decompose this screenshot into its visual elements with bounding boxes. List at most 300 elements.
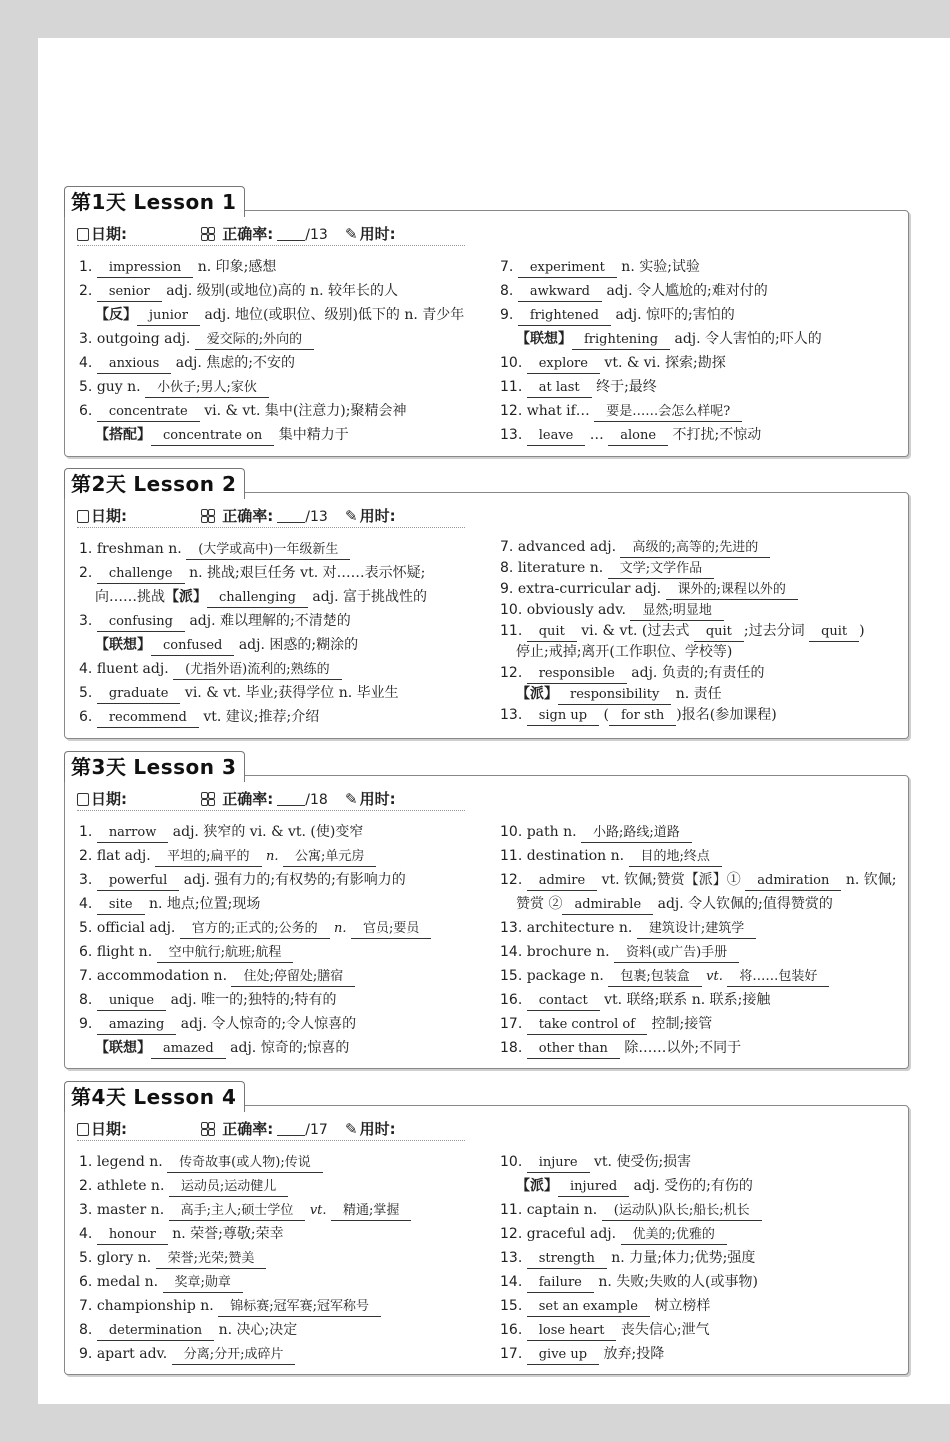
text-segment: extra-curricular adj.	[517, 581, 662, 597]
text-segment: adj. 强有力的;有权势的;有影响力的	[183, 872, 406, 888]
grid-icon	[201, 227, 215, 241]
answer-blank[interactable]: (大学或高中)一年级新生	[186, 541, 350, 560]
text-segment: guy n.	[96, 379, 141, 395]
answer-blank[interactable]: 包裹;包装盒	[608, 968, 701, 987]
answer-blank[interactable]: 将……包装好	[727, 968, 829, 987]
score-blank[interactable]	[277, 1121, 305, 1136]
vocab-item	[79, 916, 431, 940]
item-number: 11.	[500, 848, 523, 864]
answer-blank[interactable]: honour	[97, 1226, 168, 1245]
item-number: 2.	[79, 565, 93, 581]
item-number: 9.	[79, 1346, 93, 1362]
answer-blank[interactable]: 高手;主人;硕士学位	[169, 1202, 306, 1221]
answer-blank[interactable]: frightening	[572, 331, 670, 350]
answer-blank[interactable]: experiment	[518, 259, 617, 278]
text-segment: 丧失信心;泄气	[620, 1322, 710, 1338]
item-number: 10.	[500, 824, 523, 840]
item-number: 8.	[79, 992, 93, 1008]
item-number: 14.	[500, 1274, 523, 1290]
answer-blank[interactable]: concentrate on	[151, 427, 274, 446]
vocab-item	[79, 327, 464, 351]
item-number: 5.	[79, 379, 93, 395]
item-number: 2.	[79, 848, 93, 864]
vocab-item	[500, 844, 896, 868]
text-segment: adj. 惊奇的;惊喜的	[230, 1040, 350, 1056]
item-number: 2.	[79, 1178, 93, 1194]
vocab-item	[500, 375, 822, 399]
vocab-item	[500, 351, 822, 375]
pencil-icon: ✎	[345, 790, 358, 808]
answer-blank[interactable]: quit	[809, 623, 859, 642]
text-segment: architecture n.	[526, 920, 633, 936]
item-number: 6.	[79, 403, 93, 419]
answer-blank[interactable]: 分离;分开;成碎片	[172, 1346, 296, 1365]
vocab-item	[79, 423, 464, 447]
text-segment: championship n.	[96, 1298, 214, 1314]
vocab-item	[79, 705, 427, 729]
text-segment: freshman n.	[96, 541, 182, 557]
answer-blank[interactable]: (运动队)队长;船长;机长	[602, 1202, 762, 1221]
item-number: 4.	[79, 896, 93, 912]
vocab-item	[79, 255, 464, 279]
answer-blank[interactable]: quit	[527, 623, 577, 642]
left-column	[79, 1150, 411, 1366]
vocab-item	[500, 1198, 762, 1222]
vocab-item	[79, 303, 464, 327]
vocab-item	[500, 684, 865, 705]
vocab-item	[500, 399, 822, 423]
text-segment: 向……挑战	[95, 589, 165, 605]
vocab-item	[500, 1342, 762, 1366]
text-segment: graceful adj.	[526, 1226, 617, 1242]
vocab-item	[79, 1174, 411, 1198]
vocab-item	[500, 1012, 896, 1036]
text-segment: adj. 唯一的;独特的;特有的	[170, 992, 337, 1008]
item-number: 11.	[500, 1202, 523, 1218]
vocab-item	[79, 681, 427, 705]
lesson-box	[64, 1105, 909, 1375]
answer-blank[interactable]: explore	[527, 355, 600, 374]
text-segment: glory n.	[96, 1250, 152, 1266]
right-column	[500, 820, 896, 1060]
text-segment: 日期:	[91, 790, 127, 808]
answer-blank[interactable]: challenging	[207, 589, 308, 608]
text-segment: vt. 使受伤;损害	[594, 1154, 692, 1170]
vocab-item	[79, 1270, 411, 1294]
answer-blank[interactable]: injure	[527, 1154, 590, 1173]
pencil-icon: ✎	[345, 1120, 358, 1138]
text-segment: vt. 钦佩;赞赏【派】①	[601, 872, 741, 888]
vocab-item	[500, 558, 865, 579]
answer-blank[interactable]: 文学;文学作品	[608, 560, 714, 579]
grid-icon	[201, 792, 215, 806]
text-segment: adj. 难以理解的;不清楚的	[189, 613, 351, 629]
vocab-item	[79, 868, 431, 892]
text-segment: 用时:	[359, 225, 396, 243]
answer-blank[interactable]: 小伙子;男人;家伙	[145, 379, 269, 398]
bracket-label: 【联想】	[516, 331, 572, 347]
text-segment: 报名(参加课程)	[681, 707, 777, 723]
answer-blank[interactable]: 空中航行;航班;航程	[157, 944, 294, 963]
vocab-item	[79, 585, 427, 609]
vocab-item	[79, 1198, 411, 1222]
answer-blank[interactable]: 目的地;终点	[629, 848, 722, 867]
vocab-item	[79, 1318, 411, 1342]
vocab-item	[79, 988, 431, 1012]
bracket-label: 【派】	[516, 1178, 558, 1194]
item-number: 13.	[500, 920, 523, 936]
item-number: 12.	[500, 403, 523, 419]
answer-blank[interactable]: junior	[137, 307, 200, 326]
text-segment: destination n.	[526, 848, 625, 864]
vocab-item	[79, 1036, 431, 1060]
answer-blank[interactable]: 公寓;单元房	[283, 848, 376, 867]
answer-blank[interactable]: admire	[527, 872, 597, 891]
right-column	[500, 255, 822, 447]
vocab-item	[500, 255, 822, 279]
answer-blank[interactable]: graduate	[97, 685, 181, 704]
answer-blank[interactable]: admirable	[562, 896, 653, 915]
answer-blank[interactable]: 官方的;正式的;公务的	[180, 920, 330, 939]
answer-blank[interactable]: injured	[558, 1178, 629, 1197]
answer-blank[interactable]: awkward	[518, 283, 602, 302]
text-segment: fluent adj.	[96, 661, 169, 677]
answer-blank[interactable]: amazed	[151, 1040, 226, 1059]
answer-blank[interactable]: frightened	[518, 307, 611, 326]
bracket-label: 【派】	[165, 589, 207, 605]
vocab-item	[500, 1036, 896, 1060]
item-number: 6.	[79, 709, 93, 725]
right-column	[500, 537, 865, 726]
answer-blank[interactable]: take control of	[527, 1016, 647, 1035]
answer-blank[interactable]: 运动员;运动健儿	[169, 1178, 288, 1197]
text-segment: adj. 令人钦佩的;值得赞赏的	[657, 896, 833, 912]
text-segment: official adj.	[96, 920, 176, 936]
answer-blank[interactable]: 荣誉;光荣;赞美	[156, 1250, 267, 1269]
item-number: 3.	[79, 1202, 93, 1218]
text-segment: n. 责任	[675, 686, 722, 702]
answer-blank[interactable]: 官员;要员	[351, 920, 431, 939]
item-number: 10.	[500, 1154, 523, 1170]
text-segment: captain n.	[526, 1202, 598, 1218]
lesson-label: Lesson 1	[133, 190, 237, 214]
text-segment: n. 地点;位置;现场	[149, 896, 261, 912]
item-number: 17.	[500, 1016, 523, 1032]
meta-row	[77, 1116, 465, 1141]
vocab-item	[79, 537, 427, 561]
text-segment: master n.	[96, 1202, 165, 1218]
answer-blank[interactable]: 精通;掌握	[331, 1202, 411, 1221]
answer-blank[interactable]: challenge	[97, 565, 185, 584]
text-segment: n. 印象;感想	[197, 259, 277, 275]
text-segment: adj. 令人尴尬的;难对付的	[606, 283, 768, 299]
item-number: 11.	[500, 623, 523, 639]
item-number: 15.	[500, 968, 523, 984]
vocab-item	[79, 1012, 431, 1036]
text-segment: what if…	[526, 403, 590, 419]
text-segment: adj. 狭窄的 vi. & vt. (使)变窄	[172, 824, 364, 840]
vocab-item	[500, 327, 822, 351]
answer-blank[interactable]: admiration	[745, 872, 841, 891]
text-segment: 放弃;投降	[603, 1346, 665, 1362]
pos-label: n.	[265, 849, 279, 864]
answer-blank[interactable]: responsible	[527, 665, 627, 684]
answer-blank[interactable]: site	[97, 896, 145, 915]
vocab-item	[79, 892, 431, 916]
text-segment: vi. & vt. 毕业;获得学位 n. 毕业生	[184, 685, 399, 701]
day-label: 第4天	[71, 1085, 127, 1109]
answer-blank[interactable]: set an example	[527, 1298, 650, 1317]
item-number: 3.	[79, 872, 93, 888]
answer-blank[interactable]: other than	[527, 1040, 620, 1059]
item-number: 8.	[500, 283, 514, 299]
item-number: 12.	[500, 665, 523, 681]
text-segment: flat adj.	[96, 848, 151, 864]
answer-blank[interactable]: 锦标赛;冠军赛;冠军称号	[218, 1298, 381, 1317]
item-number: 17.	[500, 1346, 523, 1362]
vocab-item	[79, 964, 431, 988]
vocab-item	[500, 1246, 762, 1270]
text-segment: n. 失败;失败的人(或事物)	[598, 1274, 758, 1290]
text-segment: vt. 联络;联系 n. 联系;接触	[604, 992, 771, 1008]
text-segment: 树立榜样	[654, 1298, 711, 1314]
vocab-item	[500, 1222, 762, 1246]
text-segment: 终于;最终	[596, 379, 657, 395]
left-column	[79, 820, 431, 1060]
text-segment: adj. 富于挑战性的	[312, 589, 427, 605]
text-segment: 日期:	[91, 1120, 127, 1138]
text-segment: adj. 焦虑的;不安的	[175, 355, 296, 371]
vocab-item	[500, 303, 822, 327]
vocab-item	[500, 940, 896, 964]
answer-blank[interactable]: narrow	[97, 824, 169, 843]
text-segment: vi. & vt. (过去式	[581, 623, 690, 639]
vocab-item	[500, 916, 896, 940]
text-segment: adj. 级别(或地位)高的 n. 较年长的人	[166, 283, 399, 299]
vocab-item	[79, 657, 427, 681]
answer-blank[interactable]: contact	[527, 992, 600, 1011]
text-segment: 用时:	[359, 507, 396, 525]
text-segment: n. 力量;体力;优势;强度	[611, 1250, 756, 1266]
vocab-item	[79, 1294, 411, 1318]
vocab-item	[79, 375, 464, 399]
vocab-item	[500, 820, 896, 844]
vocab-item	[79, 1222, 411, 1246]
answer-blank[interactable]: 课外的;课程以外的	[666, 581, 798, 600]
item-number: 13.	[500, 1250, 523, 1266]
answer-blank[interactable]: at last	[527, 379, 592, 398]
answer-blank[interactable]: 传奇故事(或人物);传说	[167, 1154, 323, 1173]
answer-blank[interactable]: impression	[97, 259, 193, 278]
grid-icon	[201, 1122, 215, 1136]
vocab-item	[500, 621, 865, 642]
text-segment: 除……以外;不同于	[624, 1040, 742, 1056]
meta-row	[77, 503, 465, 528]
answer-blank[interactable]: confused	[151, 637, 234, 656]
item-number: 7.	[79, 968, 93, 984]
answer-blank[interactable]: quit	[694, 623, 744, 642]
text-segment: apart adv.	[96, 1346, 168, 1362]
answer-blank[interactable]: 建筑设计;建筑学	[637, 920, 756, 939]
text-segment: path n.	[526, 824, 577, 840]
text-segment: flight n.	[96, 944, 153, 960]
vocab-item	[500, 892, 896, 916]
item-number: 6.	[79, 1274, 93, 1290]
item-number: 16.	[500, 992, 523, 1008]
answer-blank[interactable]: lose heart	[527, 1322, 617, 1341]
calendar-icon	[77, 510, 89, 523]
vocab-item	[79, 1150, 411, 1174]
item-number: 7.	[500, 539, 514, 555]
vocab-item	[500, 868, 896, 892]
calendar-icon	[77, 1123, 89, 1136]
answer-blank[interactable]: 奖章;勋章	[163, 1274, 243, 1293]
vocab-item	[500, 1270, 762, 1294]
answer-blank[interactable]: 小路;路线;道路	[581, 824, 692, 843]
answer-blank[interactable]: 平坦的;扁平的	[155, 848, 261, 867]
right-column	[500, 1150, 762, 1366]
item-number: 5.	[79, 1250, 93, 1266]
answer-blank[interactable]: 要是……会怎么样呢?	[594, 403, 742, 422]
day-label: 第2天	[71, 472, 127, 496]
text-segment: /13	[305, 509, 328, 525]
text-segment: adj. 负责的;有责任的	[631, 665, 765, 681]
item-number: 4.	[79, 661, 93, 677]
score-blank[interactable]	[277, 791, 305, 806]
item-number: 18.	[500, 1040, 523, 1056]
answer-blank[interactable]: (尤指外语)流利的;熟练的	[173, 661, 342, 680]
item-number: 12.	[500, 1226, 523, 1242]
text-segment: brochure n.	[526, 944, 610, 960]
item-number: 6.	[79, 944, 93, 960]
answer-blank[interactable]: anxious	[97, 355, 171, 374]
lesson-label: Lesson 2	[133, 472, 237, 496]
text-segment: /17	[305, 1122, 328, 1138]
answer-blank[interactable]: amazing	[97, 1016, 177, 1035]
item-number: 11.	[500, 379, 523, 395]
lesson-tab	[64, 468, 245, 499]
item-number: 2.	[79, 283, 93, 299]
item-number: 5.	[79, 685, 93, 701]
text-segment: 控制;接管	[651, 1016, 713, 1032]
answer-blank[interactable]: 优美的;优雅的	[621, 1226, 727, 1245]
item-number: 7.	[79, 1298, 93, 1314]
text-segment: 正确率:	[222, 1120, 274, 1138]
text-segment: n. 荣誉;尊敬;荣幸	[172, 1226, 284, 1242]
lesson-tab	[64, 186, 245, 217]
item-number: 14.	[500, 944, 523, 960]
lesson-box	[64, 210, 909, 457]
item-number: 8.	[79, 1322, 93, 1338]
text-segment: )	[859, 623, 865, 639]
text-segment: legend n.	[96, 1154, 163, 1170]
answer-blank[interactable]: confusing	[97, 613, 185, 632]
answer-blank[interactable]: 爱交际的;外向的	[195, 331, 314, 350]
left-column	[79, 255, 464, 447]
answer-blank[interactable]: recommend	[97, 709, 199, 728]
text-segment: adj. 受伤的;有伤的	[633, 1178, 753, 1194]
answer-blank[interactable]: alone	[608, 427, 668, 446]
item-number: 10.	[500, 602, 523, 618]
answer-blank[interactable]: for sth	[609, 707, 676, 726]
item-number: 13.	[500, 427, 523, 443]
answer-blank[interactable]: responsibility	[558, 686, 671, 705]
answer-blank[interactable]: determination	[97, 1322, 214, 1341]
item-number: 1.	[79, 824, 93, 840]
text-segment: vi. & vt. 集中(注意力);聚精会神	[204, 403, 407, 419]
answer-blank[interactable]: give up	[527, 1346, 599, 1365]
item-number: 9.	[500, 581, 514, 597]
answer-blank[interactable]: 显然;明显地	[630, 602, 723, 621]
text-segment: outgoing adj.	[96, 331, 191, 347]
text-segment: n. 实验;试验	[621, 259, 700, 275]
item-number: 1.	[79, 1154, 93, 1170]
pencil-icon: ✎	[345, 225, 358, 243]
answer-blank[interactable]: senior	[97, 283, 162, 302]
day-label: 第1天	[71, 190, 127, 214]
day-label: 第3天	[71, 755, 127, 779]
text-segment: adj. 惊吓的;害怕的	[615, 307, 735, 323]
answer-blank[interactable]: failure	[527, 1274, 594, 1293]
answer-blank[interactable]: leave	[527, 427, 586, 446]
lesson-box	[64, 775, 909, 1069]
answer-blank[interactable]: sign up	[527, 707, 599, 726]
text-segment: adj. 地位(或职位、级别)低下的 n. 青少年	[204, 307, 465, 323]
text-segment: athlete n.	[96, 1178, 165, 1194]
answer-blank[interactable]: concentrate	[97, 403, 200, 422]
pos-label: vt.	[309, 1203, 327, 1218]
text-segment: adj. 令人惊奇的;令人惊喜的	[180, 1016, 357, 1032]
vocab-item	[79, 609, 427, 633]
text-segment: 停止;戒掉;离开(工作职位、学校等)	[516, 644, 733, 660]
item-number: 1.	[79, 541, 93, 557]
vocab-item: 13. leave … alone 不打扰;不惊动	[500, 423, 822, 447]
answer-blank[interactable]: 高级的;高等的;先进的	[620, 539, 770, 558]
lesson-box	[64, 492, 909, 739]
text-segment: medal n.	[96, 1274, 159, 1290]
vocab-item	[500, 1174, 762, 1198]
lesson-label: Lesson 3	[133, 755, 237, 779]
answer-blank[interactable]: unique	[97, 992, 166, 1011]
answer-blank[interactable]: strength	[527, 1250, 607, 1269]
text-segment: package n.	[526, 968, 604, 984]
meta-row	[77, 221, 465, 246]
vocab-item	[500, 964, 896, 988]
vocab-item	[500, 579, 865, 600]
item-number: 15.	[500, 1298, 523, 1314]
text-segment: 正确率:	[222, 225, 274, 243]
text-segment: 赞赏 ②	[516, 896, 563, 912]
bracket-label: 【联想】	[95, 1040, 151, 1056]
vocab-item: 13. sign up ( for sth )报名(参加课程)	[500, 705, 865, 726]
answer-blank[interactable]: powerful	[97, 872, 180, 891]
text-segment: 日期:	[91, 507, 127, 525]
text-segment: adj. 困惑的;糊涂的	[238, 637, 359, 653]
item-number: 4.	[79, 1226, 93, 1242]
answer-blank[interactable]: 住处;停留处;膳宿	[231, 968, 355, 987]
bracket-label: 【联想】	[95, 637, 151, 653]
text-segment: obviously adv.	[526, 602, 626, 618]
pos-label: n.	[334, 921, 347, 936]
text-segment: n. 决心;决定	[218, 1322, 298, 1338]
answer-blank[interactable]: 资料(或广告)手册	[614, 944, 739, 963]
score-blank[interactable]	[277, 508, 305, 523]
item-number: 9.	[500, 307, 514, 323]
pos-label: vt.	[706, 969, 723, 984]
score-blank[interactable]	[277, 226, 305, 241]
item-number: 7.	[500, 259, 514, 275]
item-number: 9.	[79, 1016, 93, 1032]
